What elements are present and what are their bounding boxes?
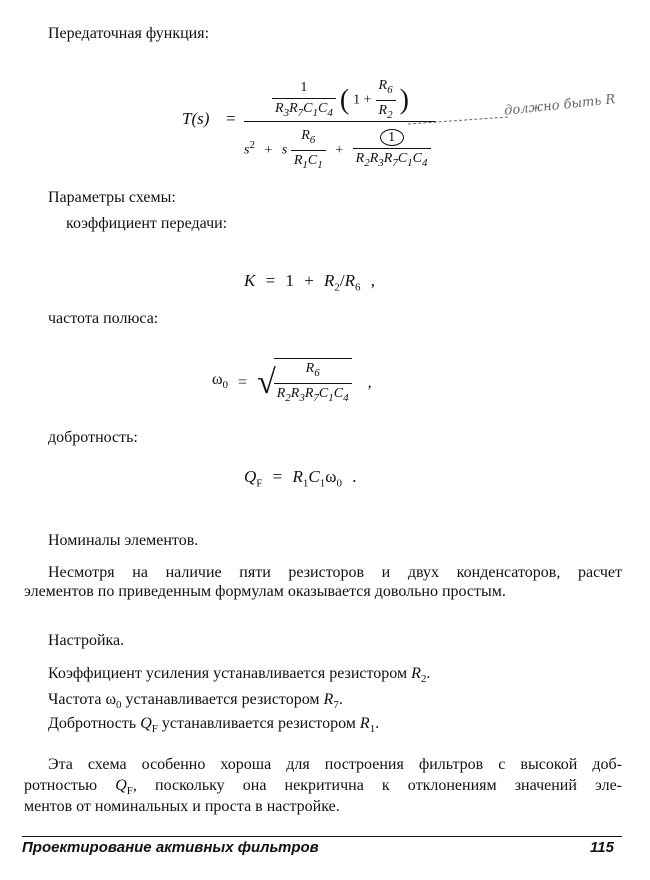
para-nominal-line2: элементов по приведенным формулам оказывается довольно простым. xyxy=(24,583,506,600)
heading-tuning: Настройка. xyxy=(48,632,125,649)
frac-num: 1 xyxy=(300,79,308,95)
formula-denominator: $s^2 + s$ $\frac{R_6}{R_1C_1}$ + $\frac{1}{R_2R_3R_7C_1C_4}$ xyxy=(244,126,431,175)
paren-open: ( xyxy=(339,84,350,116)
frac-den: $R_3R_7C_1C_4$ xyxy=(272,98,336,123)
para-end-line2: ротностью $Q_F$, поскольку она некритична к отклонениям значений эле- xyxy=(24,777,623,798)
tune-freq-line: Частота $\omega_0$ устанавливается резистором $R_7$. xyxy=(48,691,343,712)
one-plus: 1 + xyxy=(353,92,372,108)
frac-omega: $\frac{R_6}{R_2R_3R_7C_1C_4}$ xyxy=(274,358,352,408)
label-q: добротность: xyxy=(48,429,138,446)
formula-omega: $\omega_0$ = √ $\frac{R_6}{R_2R_3R_7C_1C_4}$ , xyxy=(212,358,372,408)
frac-r6-r1c1: $\frac{R_6}{R_1C_1}$ xyxy=(291,126,326,175)
frac-r6-r2: $\frac{R_6}{R_2}$ xyxy=(376,76,396,125)
footer-rule xyxy=(22,836,622,837)
formula-lhs: T(s) xyxy=(182,109,210,128)
label-gain: коэффициент передачи: xyxy=(66,215,228,232)
frac-circled-over-r: $\frac{1}{R_2R_3R_7C_1C_4}$ xyxy=(353,128,431,173)
footer-title: Проектирование активных фильтров xyxy=(22,839,319,856)
para-end-line1: Эта схема особенно хороша для построения фильтров с высокой доб- xyxy=(48,756,622,773)
formula-numerator xyxy=(272,76,409,125)
label-pole: частота полюса: xyxy=(48,310,159,327)
handwritten-note: должно быть R xyxy=(503,92,616,119)
formula-eq: = xyxy=(226,109,236,128)
formula-q: $Q_F = R_1C_1\omega_0$ . xyxy=(244,467,357,490)
tune-q-line: Добротность $Q_F$ устанавливается резистором $R_1$. xyxy=(48,715,380,736)
heading-nominal: Номиналы элементов. xyxy=(48,532,199,549)
para-nominal-line1: Несмотря на наличие пяти резисторов и двух конденсаторов, расчет xyxy=(48,564,622,581)
heading-transfer-function: Передаточная функция: xyxy=(48,25,210,42)
transfer-function-formula xyxy=(182,76,616,171)
tune-gain-line: Коэффициент усиления устанавливается резистором $R_2$. xyxy=(48,665,431,686)
sqrt-sign: √ xyxy=(257,363,276,401)
formula-k: $K = 1 + R_2/R_6$ , xyxy=(244,271,376,294)
para-end-line3: ментов от номинальных и проста в настройке. xyxy=(24,798,340,815)
page-number: 115 xyxy=(590,839,614,856)
circled-one: 1 xyxy=(380,129,404,146)
frac-1-over-r xyxy=(272,78,336,123)
paren-close: ) xyxy=(399,84,409,116)
main-fraction-bar xyxy=(244,121,436,122)
heading-params: Параметры схемы: xyxy=(48,189,176,206)
